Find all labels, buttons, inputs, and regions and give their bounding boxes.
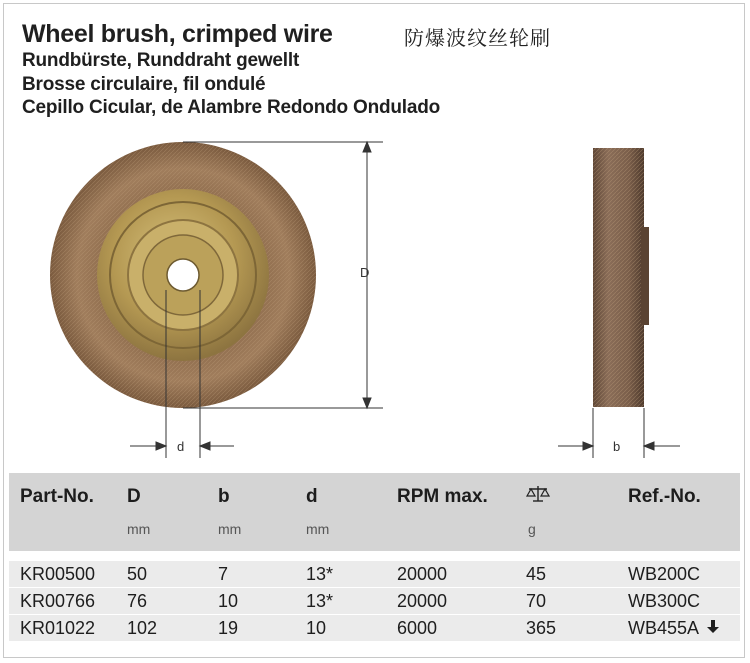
cell-D: 50 — [127, 564, 148, 584]
cell-ref-no: WB300C — [628, 591, 701, 611]
cell-rpm: 20000 — [397, 591, 448, 611]
dim-label-b: b — [613, 439, 621, 454]
scale-icon — [526, 485, 550, 508]
cell-ref-no: WB200C — [628, 564, 701, 584]
cell-d: 13* — [306, 591, 334, 611]
title-chinese: 防爆波纹丝轮刷 — [404, 26, 551, 50]
unit-d: mm — [306, 521, 330, 537]
dim-label-D: D — [360, 265, 370, 280]
cell-part-no: KR01022 — [20, 618, 96, 638]
cell-rpm: 6000 — [397, 618, 438, 638]
cell-b: 19 — [218, 618, 239, 638]
cell-b: 10 — [218, 591, 239, 611]
arrow-down-icon — [706, 618, 720, 639]
cell-weight: 365 — [526, 618, 557, 638]
table-header — [9, 473, 740, 551]
title-spanish: Cepillo Cicular, de Alambre Redondo Ondulado — [22, 97, 441, 118]
header-D: D — [127, 486, 141, 507]
cell-d: 10 — [306, 618, 327, 638]
unit-b: mm — [218, 521, 242, 537]
center-bore — [167, 259, 199, 291]
unit-weight: g — [528, 521, 536, 537]
header-part-no: Part-No. — [20, 486, 94, 507]
cell-d: 13* — [306, 564, 334, 584]
header-rpm: RPM max. — [397, 486, 488, 507]
header-ref-no: Ref.-No. — [628, 486, 701, 507]
cell-ref-no: WB455A — [628, 618, 699, 638]
wheel-brush-side-view — [593, 148, 649, 407]
cell-D: 102 — [127, 618, 158, 638]
dim-label-d: d — [177, 439, 185, 454]
title-german: Rundbürste, Runddraht gewellt — [22, 50, 300, 71]
title-english: Wheel brush, crimped wire — [22, 20, 333, 48]
cell-weight: 45 — [526, 564, 547, 584]
header-b: b — [218, 486, 230, 507]
cell-rpm: 20000 — [397, 564, 448, 584]
cell-D: 76 — [127, 591, 148, 611]
cell-b: 7 — [218, 564, 229, 584]
wheel-brush-front-view — [50, 142, 316, 408]
header-d: d — [306, 486, 318, 507]
cell-weight: 70 — [526, 591, 547, 611]
cell-part-no: KR00500 — [20, 564, 96, 584]
unit-D: mm — [127, 521, 151, 537]
title-french: Brosse circulaire, fil ondulé — [22, 74, 266, 95]
cell-part-no: KR00766 — [20, 591, 96, 611]
